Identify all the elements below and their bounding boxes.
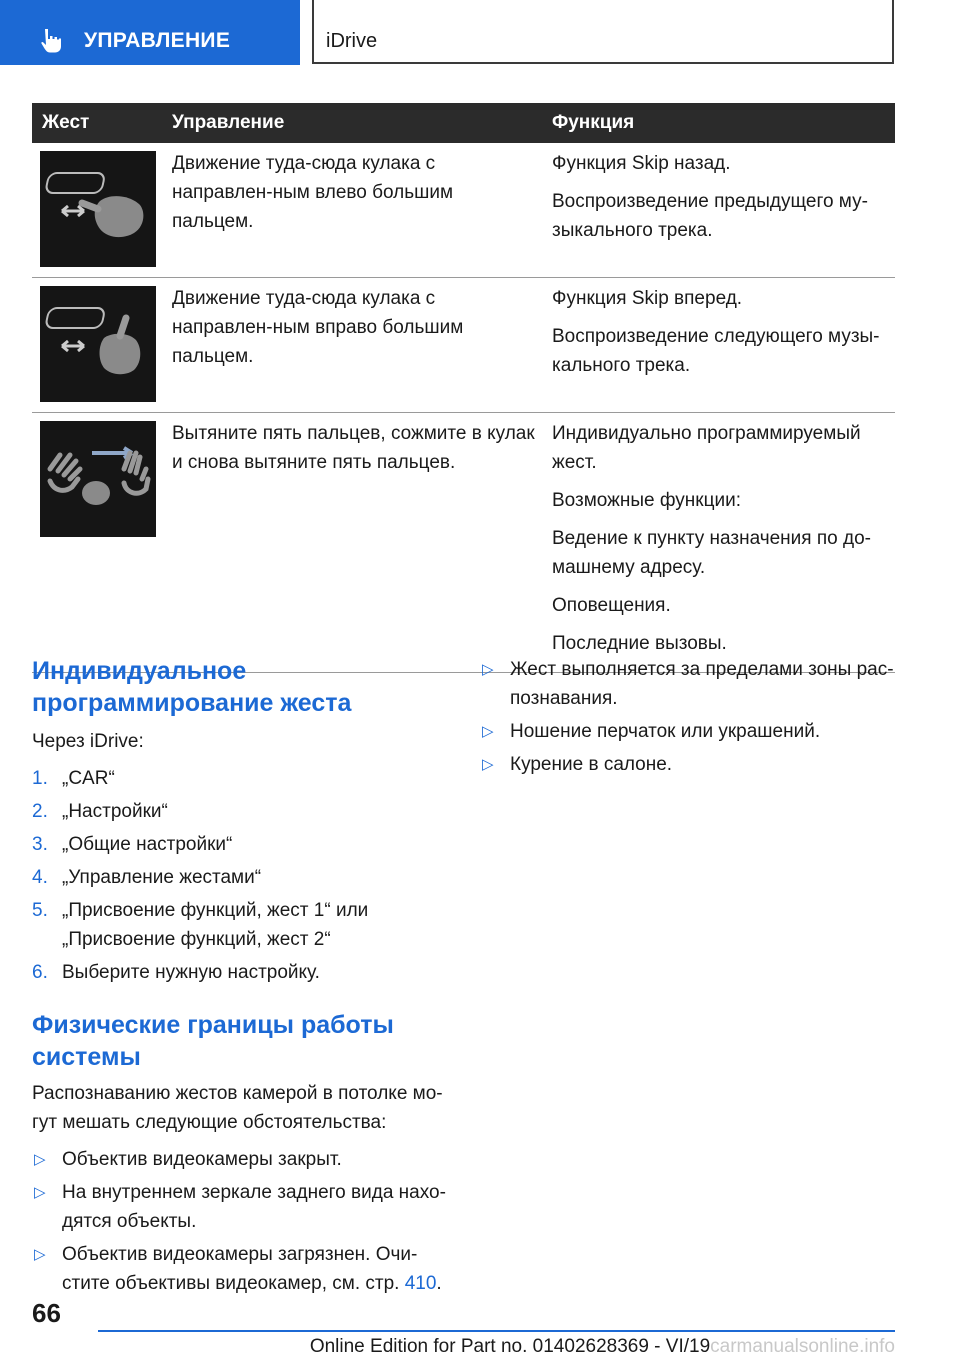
gesture-table xyxy=(32,103,895,673)
list-item: 6. Выберите нужную настройку. xyxy=(32,962,320,983)
list-item: 3. „Общие настройки“ xyxy=(32,834,233,855)
list-item: 1. „CAR“ xyxy=(32,768,115,789)
list-item: 5. „Присвоение функций, жест 1“ или „Присвоение функций, жест 2“ xyxy=(32,900,369,950)
hand-pointer-icon xyxy=(36,26,64,54)
triangle-bullet-icon: ▷ xyxy=(34,1151,46,1168)
chapter-tab[interactable] xyxy=(312,0,894,64)
function-text: Функция Skip назад. xyxy=(552,153,731,174)
list-item: ▷ Жест выполняется за пределами зоны рас-познавания. xyxy=(480,655,900,713)
chapter-title: iDrive xyxy=(326,30,378,52)
table-row xyxy=(32,278,895,413)
function-text: Ведение к пункту назначения по до-машнему адресу. xyxy=(552,528,871,578)
triangle-bullet-icon: ▷ xyxy=(482,661,494,678)
function-text: Оповещения. xyxy=(552,595,671,616)
watermark: carmanualsonline.info xyxy=(710,1336,895,1357)
gesture-fist-right-image xyxy=(40,286,156,402)
section-title: УПРАВЛЕНИЕ xyxy=(84,29,231,52)
function-text: Последние вызовы. xyxy=(552,633,727,654)
limits-list-continued xyxy=(480,655,900,779)
list-item: 4. „Управление жестами“ xyxy=(32,867,262,888)
triangle-bullet-icon: ▷ xyxy=(34,1184,46,1201)
triangle-bullet-icon: ▷ xyxy=(34,1246,46,1263)
triangle-bullet-icon: ▷ xyxy=(482,756,494,773)
function-text: Возможные функции: xyxy=(552,490,741,511)
gesture-five-fingers-image xyxy=(40,421,156,537)
list-item: ▷ На внутреннем зеркале заднего вида нахо-дятся объекты. xyxy=(32,1178,462,1236)
control-text: Движение туда-сюда кулака с направлен-ным влево большим пальцем. xyxy=(172,153,454,232)
list-item: ▷ Ношение перчаток или украшений. xyxy=(480,717,900,746)
column-header-function: Функция xyxy=(552,103,895,143)
section-intro: Через iDrive: xyxy=(32,731,144,752)
gesture-fist-left-image xyxy=(40,151,156,267)
table-header-row xyxy=(32,103,895,143)
steps-list xyxy=(32,764,462,987)
footer-edition: Online Edition for Part no. 01402628369 - VI/19carmanualsonline.info xyxy=(309,1336,895,1357)
list-item: 2. „Настройки“ xyxy=(32,801,168,822)
list-item: ▷ Курение в салоне. xyxy=(480,750,900,779)
limits-list xyxy=(32,1145,462,1298)
function-text: Воспроизведение предыдущего му-зыкального трека. xyxy=(552,191,868,241)
table-row xyxy=(32,413,895,673)
function-text: Воспроизведение следующего музы-кального трека. xyxy=(552,326,880,376)
function-text: Функция Skip вперед. xyxy=(552,288,743,309)
function-text: Индивидуально программируемый жест. xyxy=(552,423,861,473)
column-header-gesture: Жест xyxy=(32,103,156,143)
triangle-bullet-icon: ▷ xyxy=(482,723,494,740)
section-heading-programming: Индивидуальное программирование жеста xyxy=(32,657,352,717)
section-tab[interactable] xyxy=(0,0,300,65)
list-item: ▷ Объектив видеокамеры закрыт. xyxy=(32,1145,462,1174)
control-text: Движение туда-сюда кулака с направлен-ным вправо большим пальцем. xyxy=(172,288,464,367)
section-intro: Распознаванию жестов камерой в потолке мо-гут мешать следующие обстоятельства: xyxy=(32,1083,443,1133)
column-header-control: Управление xyxy=(156,103,552,143)
section-heading-limits: Физические границы работы системы xyxy=(32,1011,394,1071)
footer-divider xyxy=(98,1330,895,1332)
page-number: 66 xyxy=(32,1298,61,1328)
list-item: ▷ Объектив видеокамеры загрязнен. Очи-стите объективы видеокамер, см. стр. 410. xyxy=(32,1240,462,1298)
table-row xyxy=(32,143,895,278)
page-reference-link[interactable]: 410 xyxy=(404,1273,437,1294)
left-column xyxy=(32,655,462,1302)
control-text: Вытяните пять пальцев, сожмите в кулак и снова вытяните пять пальцев. xyxy=(172,423,535,473)
right-column xyxy=(480,655,900,783)
